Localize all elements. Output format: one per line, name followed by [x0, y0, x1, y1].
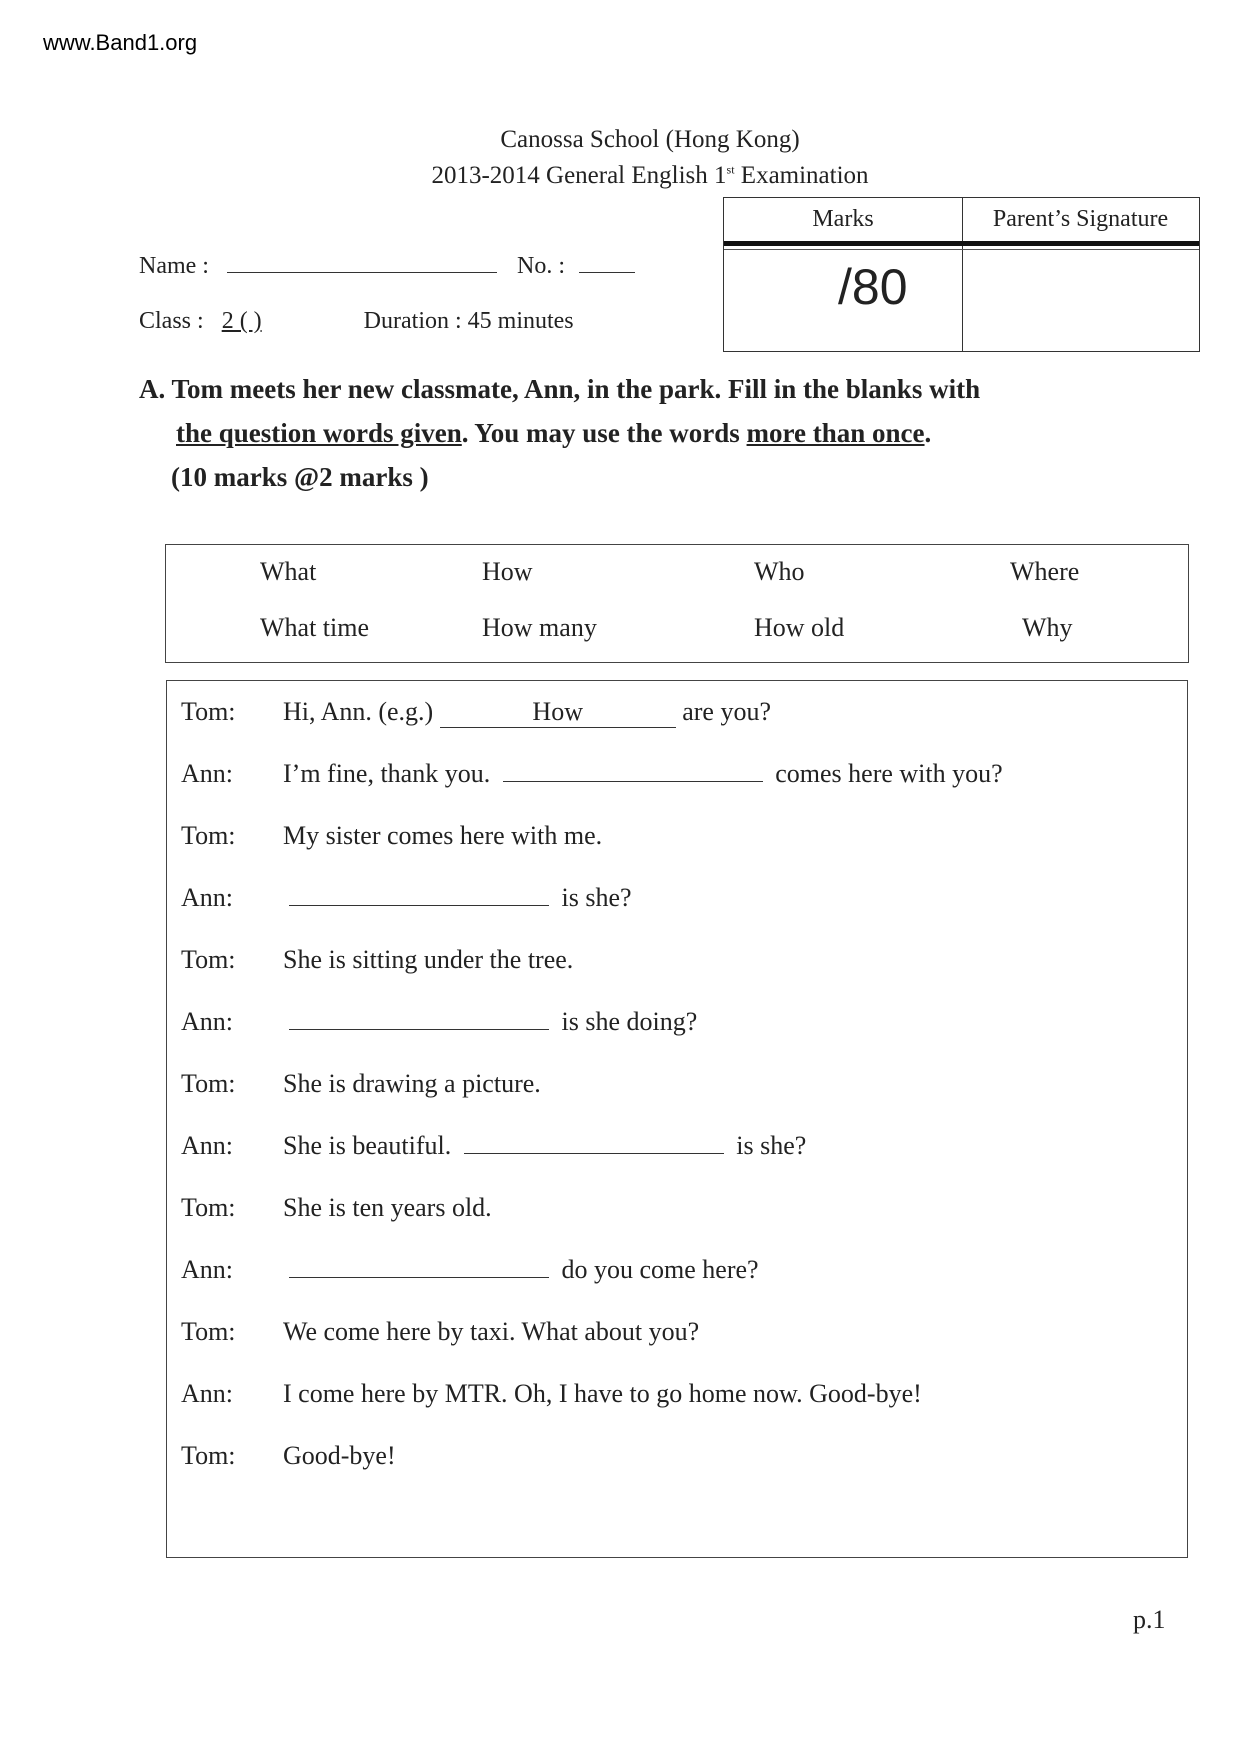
dialogue-line — [181, 945, 573, 975]
instruction-end: . — [924, 418, 932, 448]
line-text: She is drawing a picture. — [283, 1069, 541, 1098]
site-watermark: www.Band1.org — [43, 30, 198, 55]
signature-header: Parent’s Signature — [992, 206, 1169, 232]
dialogue-line — [181, 821, 602, 851]
exam-title — [0, 162, 1240, 190]
speaker: Ann: — [181, 759, 233, 788]
dialogue-line — [181, 759, 1003, 789]
speaker: Tom: — [181, 1193, 236, 1222]
dialogue-line — [181, 1007, 697, 1037]
line-text: I come here by MTR. Oh, I have to go home now. Good-bye! — [283, 1379, 922, 1408]
line-text: comes here with you? — [775, 759, 1003, 788]
speaker: Ann: — [181, 1131, 233, 1160]
class-row — [139, 308, 574, 335]
dialogue-line — [181, 697, 771, 728]
word: How many — [482, 613, 597, 642]
section-label: A. — [139, 374, 166, 404]
example-answer: How — [440, 697, 676, 728]
line-text: My sister comes here with me. — [283, 821, 603, 850]
speaker: Tom: — [181, 1069, 236, 1098]
dialogue-line — [181, 1069, 541, 1099]
duration: Duration : 45 minutes — [363, 308, 574, 334]
dialogue-line — [181, 883, 632, 913]
speaker: Ann: — [181, 1255, 233, 1284]
dialogue-line — [181, 1193, 492, 1223]
answer-blank[interactable] — [464, 1131, 724, 1154]
word: Why — [1022, 613, 1073, 642]
line-text: She is sitting under the tree. — [283, 945, 574, 974]
school-name: Canossa School (Hong Kong) — [500, 126, 800, 153]
class-label: Class : — [139, 308, 204, 334]
speaker: Tom: — [181, 1317, 236, 1346]
word: What time — [260, 613, 370, 642]
section-a-line1 — [139, 374, 980, 405]
underlined-text: more than once — [746, 418, 925, 448]
answer-blank[interactable] — [289, 1007, 549, 1030]
dialogue-line — [181, 1255, 759, 1285]
dialogue-line — [181, 1379, 922, 1409]
dialogue-box — [166, 680, 1188, 1558]
line-text: is she doing? — [561, 1007, 698, 1036]
word: How old — [754, 613, 845, 642]
speaker: Ann: — [181, 1007, 233, 1036]
exam-title-text: 2013-2014 General English 1 — [431, 162, 727, 189]
word: How — [482, 557, 533, 586]
line-text: She is ten years old. — [283, 1193, 492, 1222]
word: What — [260, 557, 317, 586]
answer-blank[interactable] — [289, 883, 549, 906]
line-text: are you? — [682, 697, 771, 726]
class-field[interactable]: 2 ( ) — [221, 308, 262, 334]
page-number: p.1 — [1133, 1605, 1166, 1634]
no-field[interactable] — [579, 250, 635, 273]
exam-title-end: Examination — [734, 162, 869, 189]
line-text: I’m fine, thank you. — [283, 759, 491, 788]
line-text: Hi, Ann. (e.g.) — [283, 697, 434, 726]
speaker: Ann: — [181, 883, 233, 912]
underlined-text: the question words given — [176, 418, 462, 448]
word: Where — [1010, 557, 1080, 586]
answer-blank[interactable] — [503, 759, 763, 782]
dialogue-line — [181, 1131, 806, 1161]
line-text: We come here by taxi. What about you? — [283, 1317, 700, 1346]
line-text: do you come here? — [561, 1255, 759, 1284]
total-marks: /80 — [838, 259, 908, 315]
speaker: Tom: — [181, 1441, 236, 1470]
word: Who — [754, 557, 805, 586]
line-text: is she? — [561, 883, 632, 912]
answer-blank[interactable] — [289, 1255, 549, 1278]
no-label: No. : — [516, 253, 565, 279]
name-field[interactable] — [227, 250, 497, 273]
name-label: Name : — [139, 253, 209, 279]
line-text: She is beautiful. — [283, 1131, 452, 1160]
marks-header: Marks — [812, 206, 874, 232]
word-box — [165, 544, 1189, 663]
dialogue-line — [181, 1441, 396, 1471]
speaker: Tom: — [181, 945, 236, 974]
line-text: is she? — [736, 1131, 807, 1160]
section-a-line2 — [176, 418, 931, 449]
line-text: Good-bye! — [283, 1441, 396, 1470]
speaker: Ann: — [181, 1379, 233, 1408]
speaker: Tom: — [181, 821, 236, 850]
exam-title-sup: st — [726, 162, 735, 177]
section-marks: (10 marks @2 marks ) — [171, 462, 429, 492]
instruction-text: . You may use the words — [461, 418, 747, 448]
dialogue-line — [181, 1317, 699, 1347]
speaker: Tom: — [181, 697, 236, 726]
section-instruction: Tom meets her new classmate, Ann, in the park. Fill in the blanks with — [171, 374, 981, 404]
marks-table — [723, 197, 1200, 352]
name-row — [139, 250, 635, 280]
